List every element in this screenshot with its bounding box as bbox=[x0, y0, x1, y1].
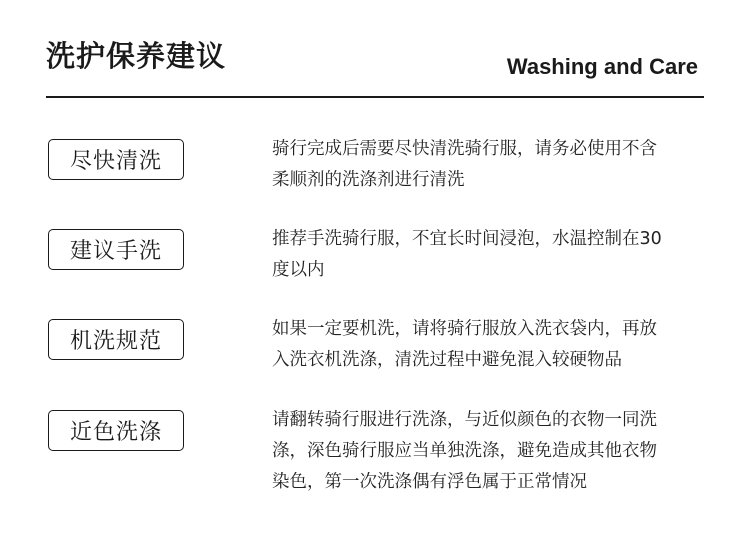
description-line: 涤，深色骑行服应当单独洗涤，避免造成其他衣物 bbox=[272, 441, 657, 461]
description-line: 染色，第一次洗涤偶有浮色属于正常情况 bbox=[272, 472, 587, 492]
care-label: 尽快清洗 bbox=[48, 139, 184, 180]
care-label: 建议手洗 bbox=[48, 229, 184, 270]
header bbox=[46, 0, 704, 98]
description-line: 请翻转骑行服进行洗涤，与近似颜色的衣物一同洗 bbox=[272, 410, 657, 430]
description-line: 入洗衣机洗涤，清洗过程中避免混入较硬物品 bbox=[272, 350, 622, 370]
care-label: 机洗规范 bbox=[48, 319, 184, 360]
description-line: 推荐手洗骑行服，不宜长时间浸泡，水温控制在30 bbox=[272, 229, 662, 249]
description-line: 柔顺剂的洗涤剂进行清洗 bbox=[272, 170, 465, 190]
description-line: 如果一定要机洗，请将骑行服放入洗衣袋内，再放 bbox=[272, 319, 657, 339]
care-description bbox=[272, 405, 710, 498]
description-line: 度以内 bbox=[272, 260, 325, 280]
care-label: 近色洗涤 bbox=[48, 410, 184, 451]
page-title: 洗护保养建议 bbox=[46, 39, 227, 73]
description-line: 骑行完成后需要尽快清洗骑行服，请务必使用不含 bbox=[272, 139, 657, 159]
care-description bbox=[272, 314, 710, 376]
care-description bbox=[272, 134, 710, 196]
page-subtitle-english: Washing and Care bbox=[506, 54, 698, 79]
care-description bbox=[272, 224, 710, 286]
